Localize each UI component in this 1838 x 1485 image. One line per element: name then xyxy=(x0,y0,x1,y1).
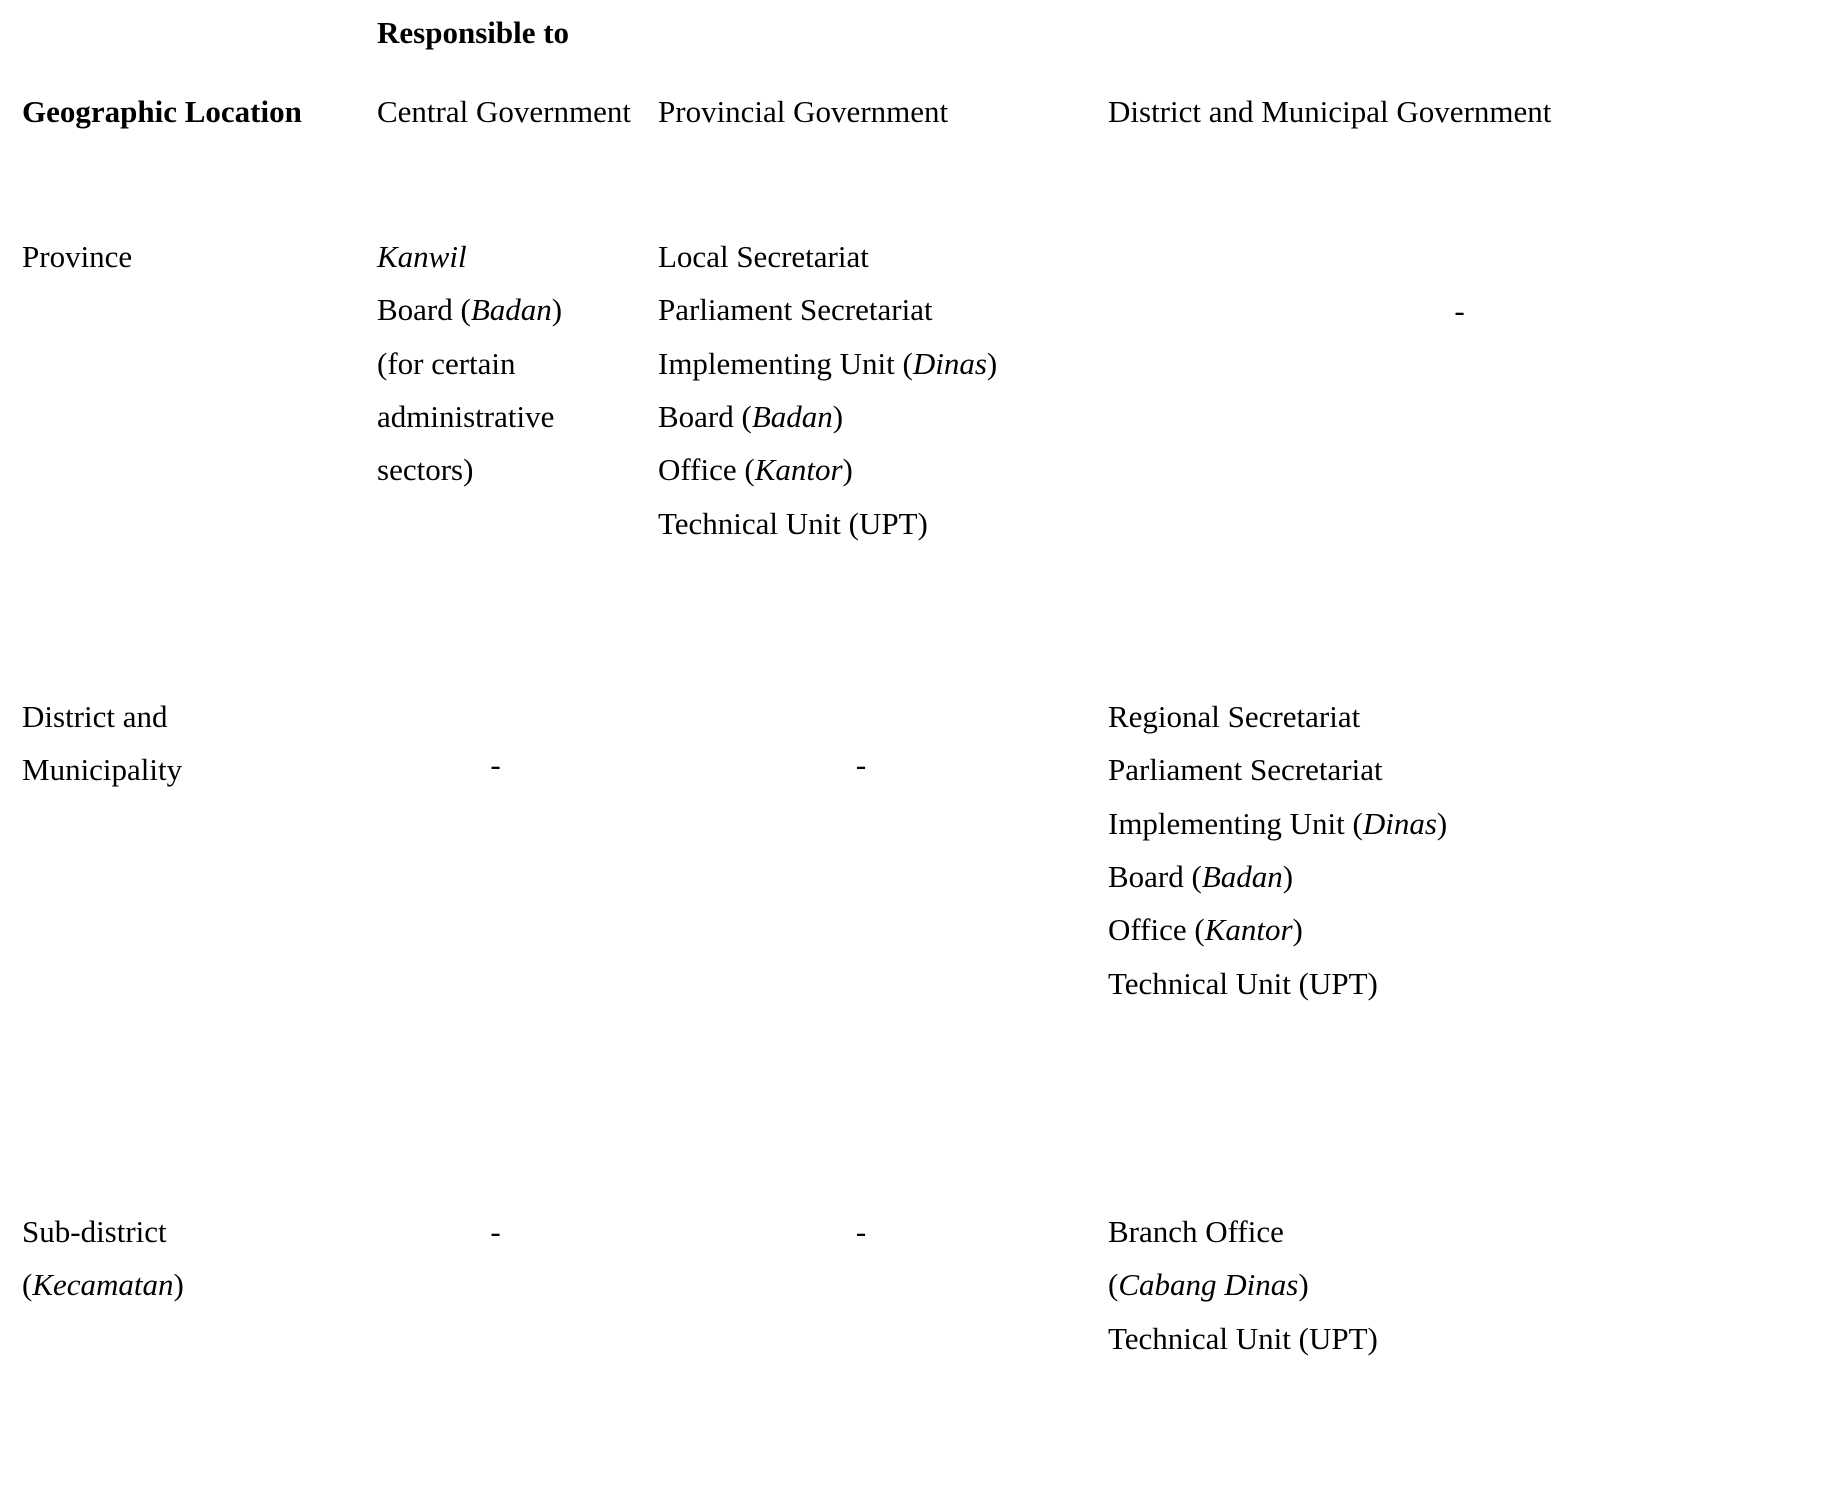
cell-line: Branch Office xyxy=(1108,1214,1284,1249)
cell-line: Municipality xyxy=(22,752,183,788)
col-header-line: Government xyxy=(476,94,631,129)
table-row xyxy=(0,1191,1833,1485)
cell-line: administrative xyxy=(377,398,555,434)
col-header-line: Central xyxy=(377,94,469,129)
col-header-line: Government xyxy=(1396,94,1552,129)
table-column-header-row xyxy=(0,71,1833,216)
cell-line: Board (Badan) xyxy=(377,292,563,328)
col-header-line: Location xyxy=(184,94,302,129)
cell-line: Regional Secretariat xyxy=(1108,699,1361,734)
cell-line: Technical Unit (UPT) xyxy=(1108,965,1378,1001)
cell-line: Sub-district xyxy=(22,1214,167,1249)
row-district-district-municipal-government xyxy=(1086,676,1833,1191)
cell-line: Office (Kantor) xyxy=(658,452,853,488)
row-subdistrict-district-municipal-government xyxy=(1086,1191,1833,1485)
row-subdistrict-provincial-government xyxy=(636,1191,1086,1485)
row-district-central-government xyxy=(355,676,636,1191)
row-district-provincial-government xyxy=(636,676,1086,1191)
empty-mark: - xyxy=(1454,293,1465,328)
cell-line: Board (Badan) xyxy=(1108,858,1294,894)
row-province-district-municipal-government xyxy=(1086,216,1833,676)
header-corner-empty-cell xyxy=(0,0,355,71)
table-header-span-row xyxy=(0,0,1833,71)
row-subdistrict-central-government xyxy=(355,1191,636,1485)
empty-mark: - xyxy=(490,747,501,782)
column-header-district-municipal-government xyxy=(1086,71,1833,216)
cell-line: Implementing Unit (Dinas) xyxy=(658,345,998,381)
cell-line: Office (Kantor) xyxy=(1108,912,1303,948)
col-header-line: Geographic xyxy=(22,94,177,129)
empty-mark: - xyxy=(490,1214,501,1249)
row-subdistrict-location xyxy=(0,1191,355,1485)
col-header-line: Provincial Government xyxy=(658,94,949,129)
cell-line: (Kecamatan) xyxy=(22,1267,184,1303)
cell-line: (Cabang Dinas) xyxy=(1108,1267,1309,1303)
cell-line: sectors) xyxy=(377,452,474,488)
cell-line: Technical Unit (UPT) xyxy=(1108,1320,1378,1356)
row-province-location xyxy=(0,216,355,676)
cell-line: Parliament Secretariat xyxy=(658,292,933,328)
row-province-provincial-government xyxy=(636,216,1086,676)
column-header-central-government xyxy=(355,71,636,216)
row-province-central-government xyxy=(355,216,636,676)
responsible-to-header: Responsible to xyxy=(377,15,570,50)
cell-line: Board (Badan) xyxy=(658,398,844,434)
table-row xyxy=(0,676,1833,1191)
cell-line: Implementing Unit (Dinas) xyxy=(1108,805,1448,841)
column-header-provincial-government xyxy=(636,71,1086,216)
cell-line: (for certain xyxy=(377,345,516,381)
cell-line: Parliament Secretariat xyxy=(1108,752,1383,788)
cell-line: Local Secretariat xyxy=(658,239,869,274)
row-district-location xyxy=(0,676,355,1191)
col-header-line: District and Municipal xyxy=(1108,94,1389,129)
empty-mark: - xyxy=(855,747,867,782)
cell-line: Technical Unit (UPT) xyxy=(658,505,928,541)
empty-mark: - xyxy=(855,1214,867,1249)
column-header-geographic-location xyxy=(0,71,355,216)
cell-line: Province xyxy=(22,239,133,274)
table-row xyxy=(0,216,1833,676)
cell-line: Kanwil xyxy=(377,239,467,274)
cell-line: District and xyxy=(22,699,168,734)
